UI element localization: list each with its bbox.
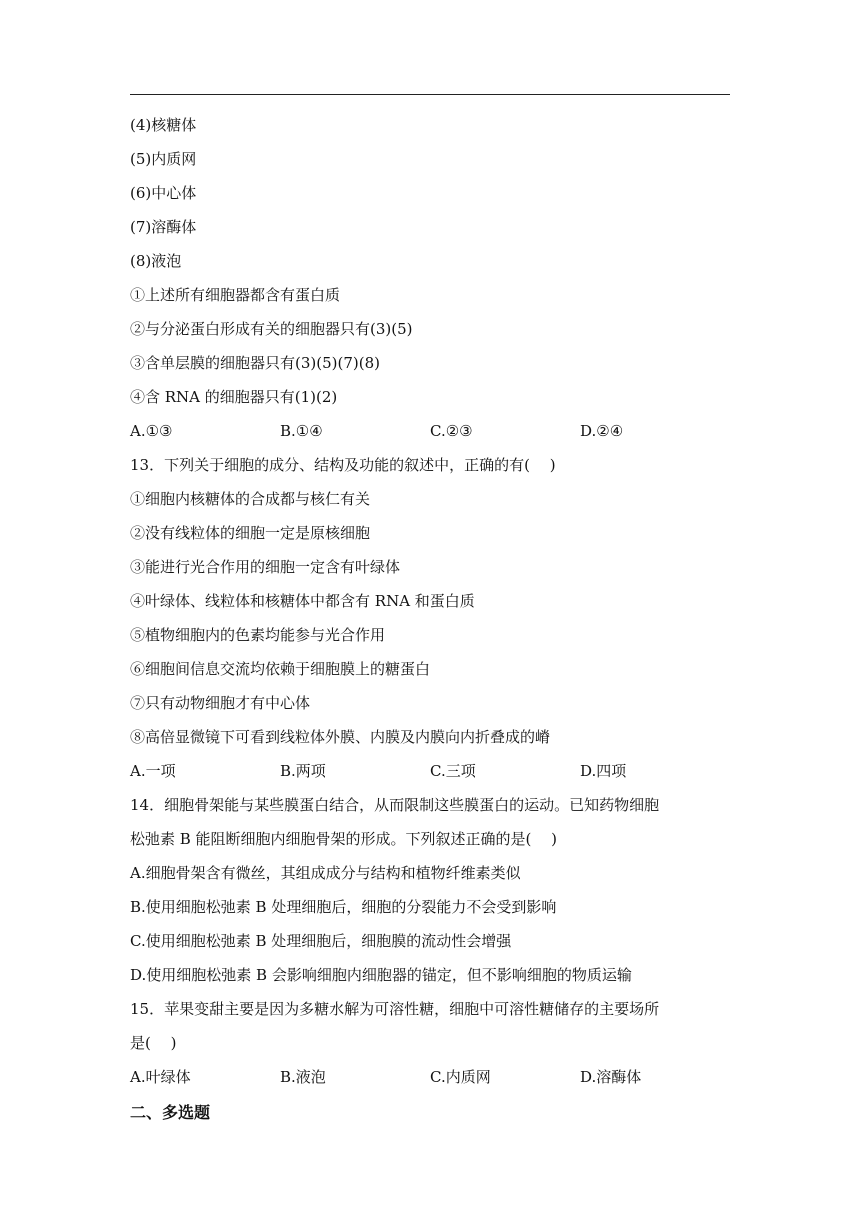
q12-options [130, 414, 730, 448]
q14-stem-continued: 松弛素 B 能阻断细胞内细胞骨架的形成。下列叙述正确的是( ) [130, 830, 558, 848]
q12-option-d: D.②④ [580, 422, 624, 440]
q15-options [130, 1060, 730, 1094]
section-heading: 二、多选题 [130, 1103, 211, 1122]
q15-option-b: B.液泡 [280, 1068, 326, 1086]
q12-option-b: B.①④ [280, 422, 323, 440]
q15-stem-continued: 是( ) [130, 1034, 177, 1052]
q13-option-a: A.一项 [130, 762, 176, 780]
q13-options [130, 754, 730, 788]
q13-statement: ⑦只有动物细胞才有中心体 [130, 694, 311, 712]
q13-option-c: C.三项 [430, 762, 476, 780]
q14-option-d: D.使用细胞松弛素 B 会影响细胞内细胞器的锚定，但不影响细胞的物质运输 [130, 966, 632, 984]
q12-statement: ④含 RNA 的细胞器只有(1)(2) [130, 388, 338, 406]
q13-option-b: B.两项 [280, 762, 326, 780]
q13-statement: ⑧高倍显微镜下可看到线粒体外膜、内膜及内膜向内折叠成的嵴 [130, 728, 551, 746]
q14-stem: 14．细胞骨架能与某些膜蛋白结合，从而限制这些膜蛋白的运动。已知药物细胞 [130, 796, 660, 814]
q15-stem: 15．苹果变甜主要是因为多糖水解为可溶性糖，细胞中可溶性糖储存的主要场所 [130, 1000, 660, 1018]
q13-statement: ③能进行光合作用的细胞一定含有叶绿体 [130, 558, 401, 576]
q12-option-c: C.②③ [430, 422, 473, 440]
q13-statement: ⑥细胞间信息交流均依赖于细胞膜上的糖蛋白 [130, 660, 431, 678]
q12-statement: ②与分泌蛋白形成有关的细胞器只有(3)(5) [130, 320, 413, 338]
q12-option-a: A.①③ [130, 422, 173, 440]
q12-statement: ③含单层膜的细胞器只有(3)(5)(7)(8) [130, 354, 380, 372]
header-rule [130, 94, 730, 95]
q14-option-c: C.使用细胞松弛素 B 处理细胞后，细胞膜的流动性会增强 [130, 932, 512, 950]
q14-option-a: A.细胞骨架含有微丝，其组成成分与结构和植物纤维素类似 [130, 864, 521, 882]
page-content [130, 108, 730, 1130]
q13-statement: ①细胞内核糖体的合成都与核仁有关 [130, 490, 371, 508]
q12-item: (8)液泡 [130, 252, 182, 270]
q13-stem: 13．下列关于细胞的成分、结构及功能的叙述中，正确的有( ) [130, 456, 556, 474]
q13-option-d: D.四项 [580, 762, 627, 780]
q15-option-d: D.溶酶体 [580, 1068, 642, 1086]
q13-statement: ②没有线粒体的细胞一定是原核细胞 [130, 524, 371, 542]
q13-statement: ⑤植物细胞内的色素均能参与光合作用 [130, 626, 386, 644]
q12-item: (5)内质网 [130, 150, 197, 168]
q12-statement: ①上述所有细胞器都含有蛋白质 [130, 286, 341, 304]
q12-item: (6)中心体 [130, 184, 197, 202]
q12-item: (7)溶酶体 [130, 218, 197, 236]
q15-option-a: A.叶绿体 [130, 1068, 191, 1086]
q13-statement: ④叶绿体、线粒体和核糖体中都含有 RNA 和蛋白质 [130, 592, 475, 610]
q14-option-b: B.使用细胞松弛素 B 处理细胞后，细胞的分裂能力不会受到影响 [130, 898, 557, 916]
q12-item: (4)核糖体 [130, 116, 197, 134]
q15-option-c: C.内质网 [430, 1068, 491, 1086]
